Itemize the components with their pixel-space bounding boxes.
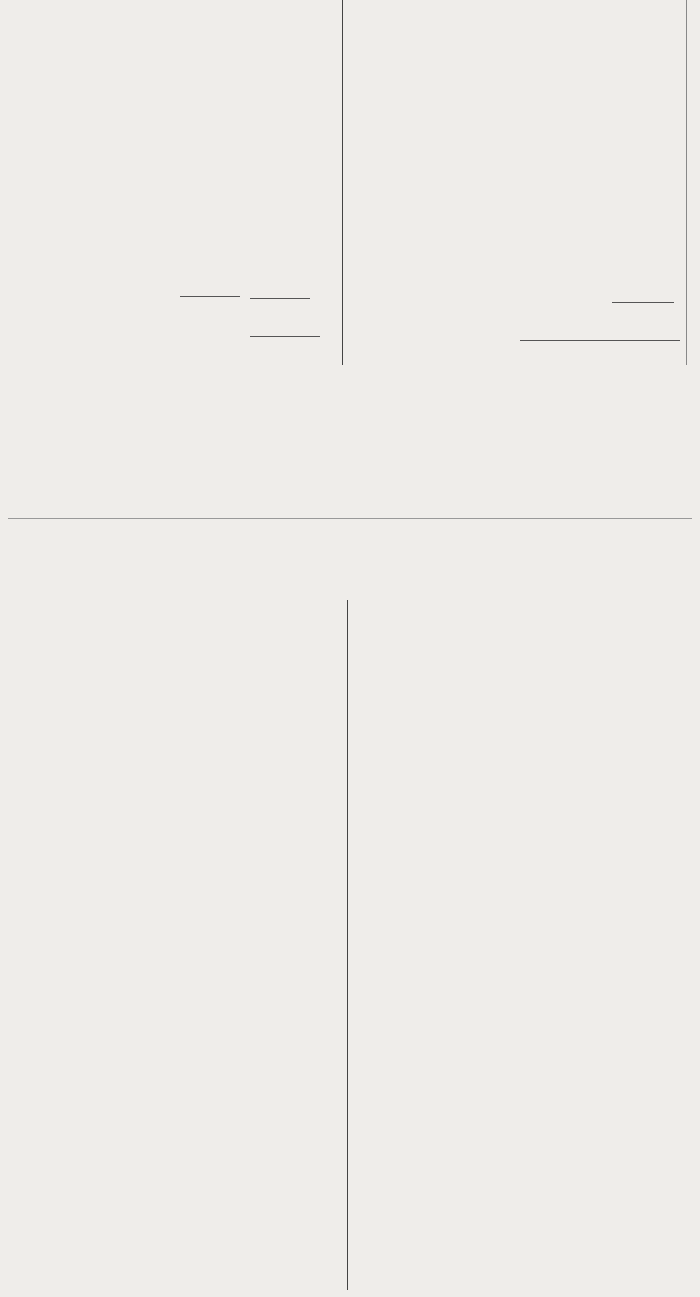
rule	[612, 302, 674, 303]
column-rule	[342, 0, 343, 365]
assets-liabilities-divider	[347, 600, 348, 1290]
rule	[180, 296, 240, 297]
section-divider	[8, 518, 692, 519]
rule	[250, 336, 320, 337]
rule	[250, 298, 310, 299]
column-rule-right	[686, 0, 687, 365]
rule	[520, 340, 680, 341]
